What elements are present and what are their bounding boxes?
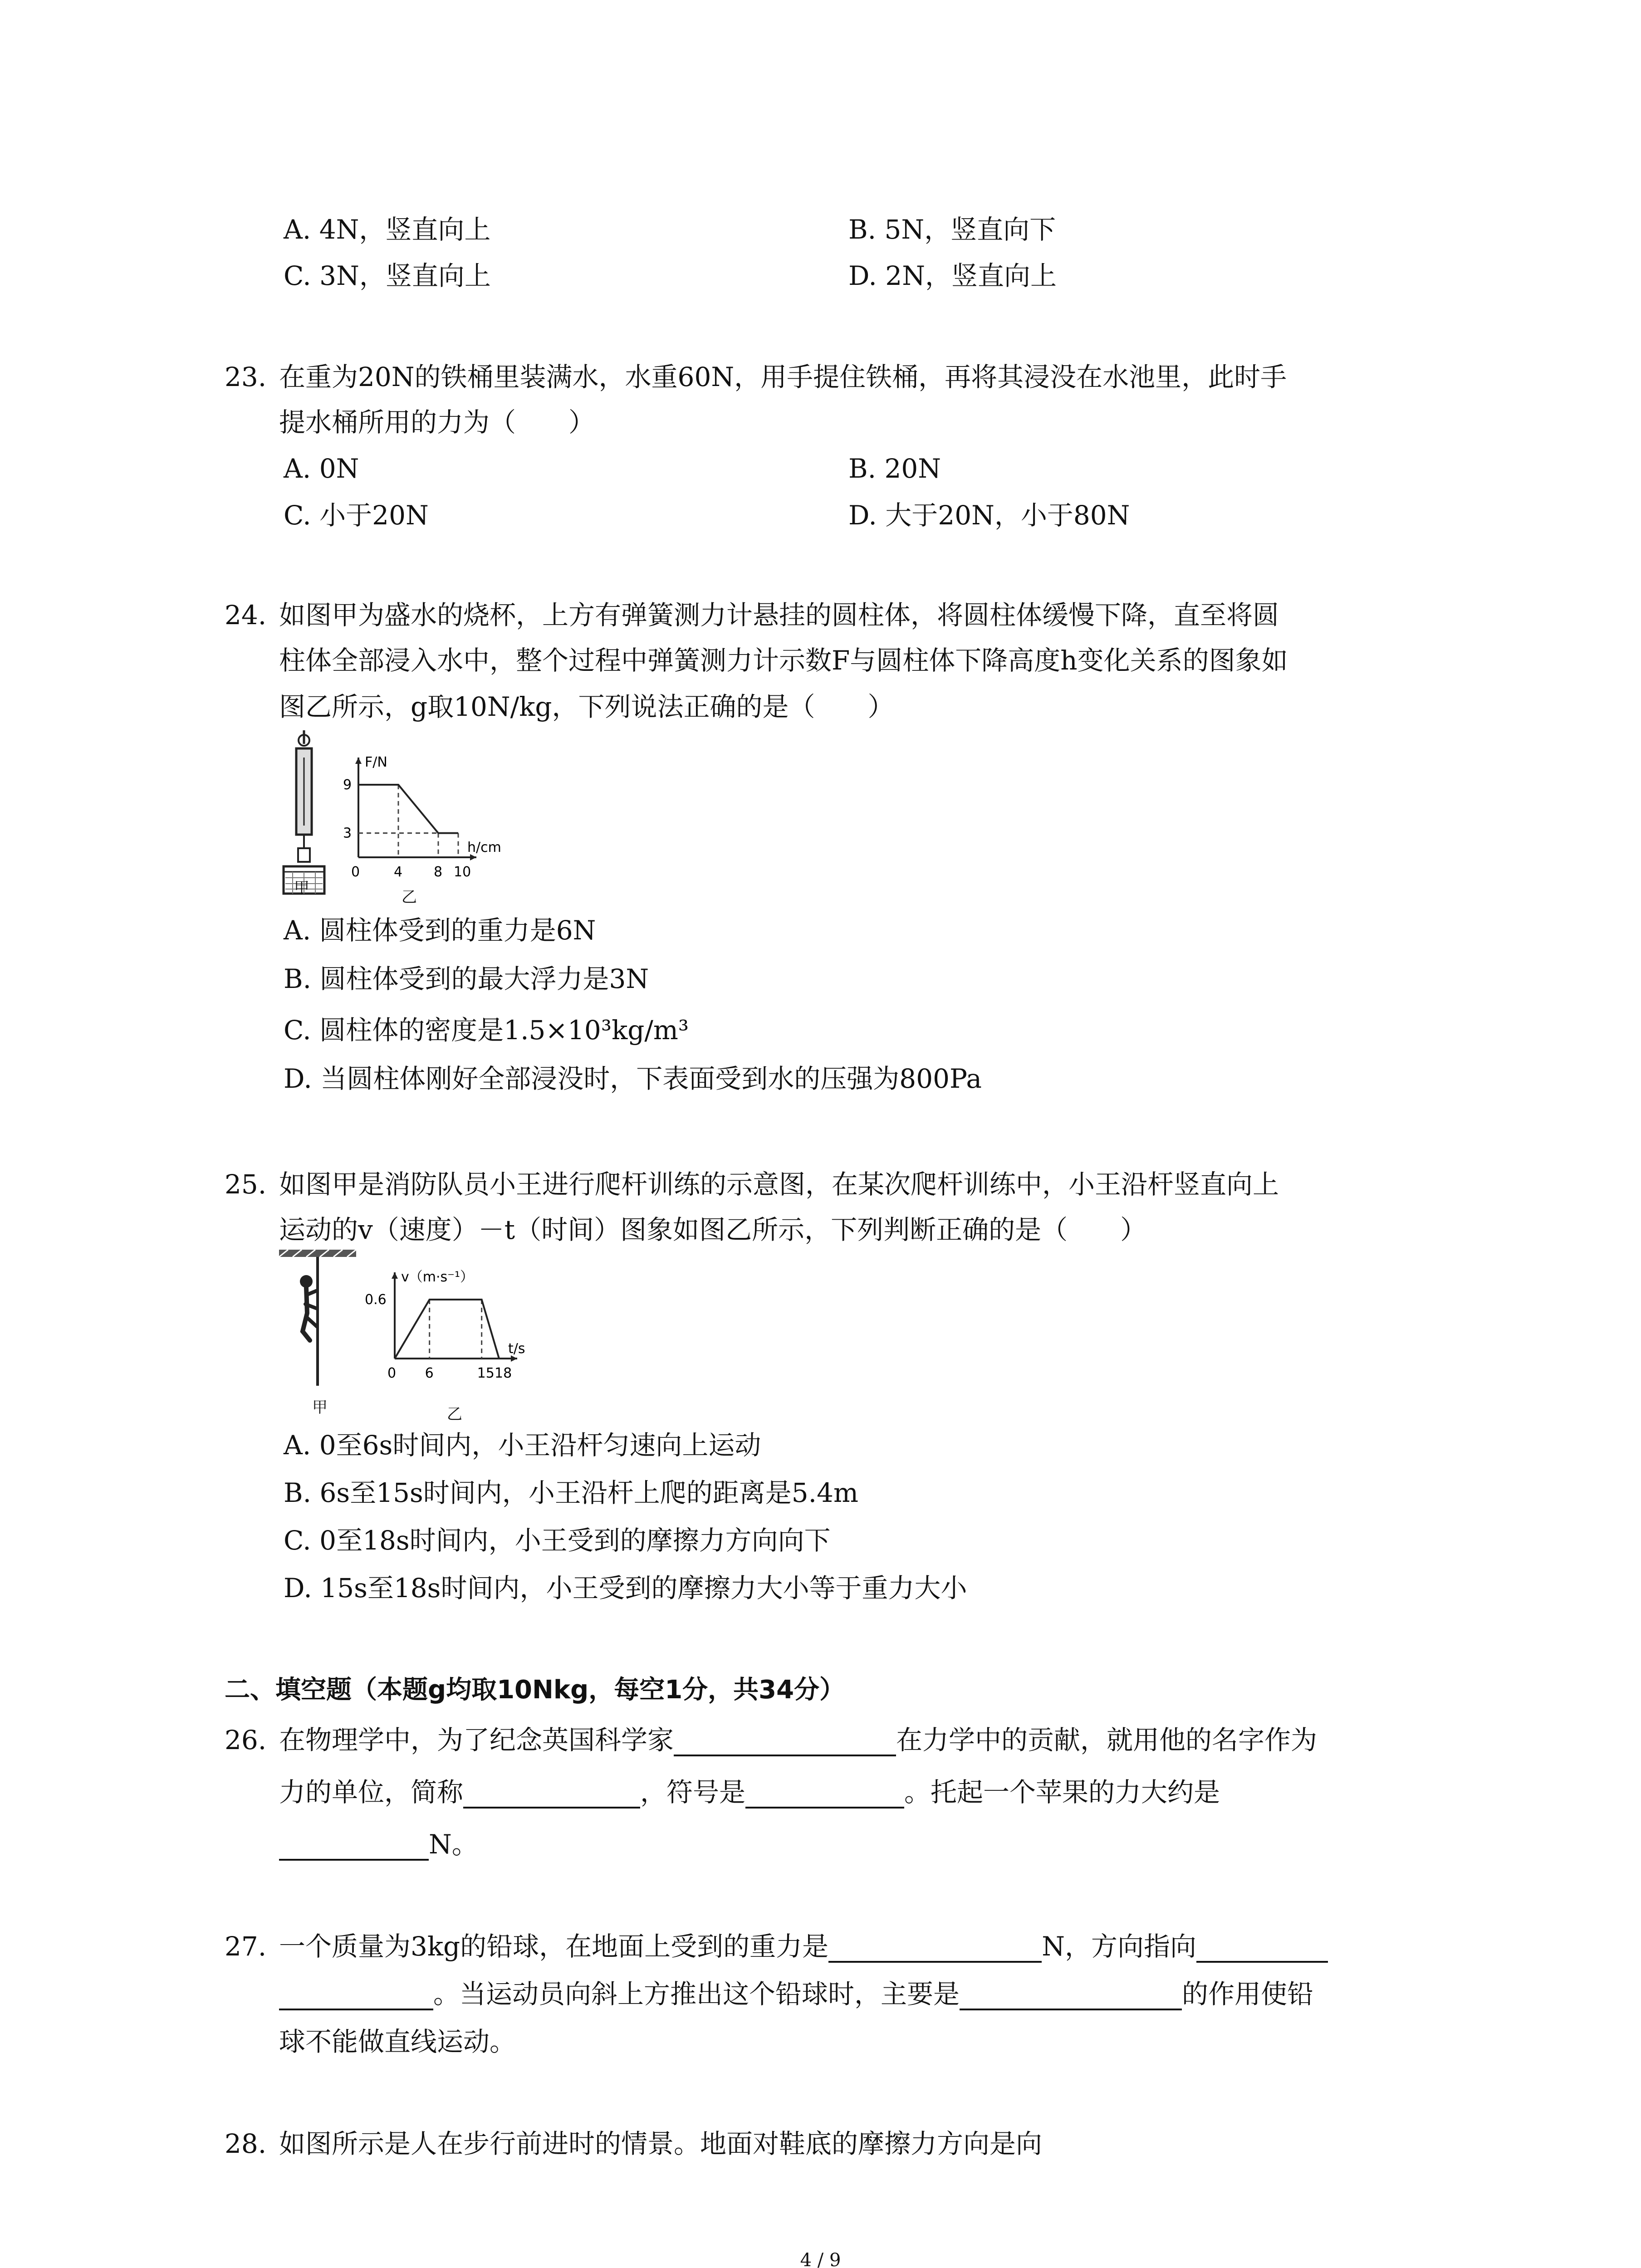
q26-text-3: 力的单位，简称 (279, 1777, 464, 1808)
q27-line1 (279, 1930, 1328, 1963)
q27-blank-3[interactable] (960, 1981, 1182, 2010)
q26-blank-4[interactable] (279, 1832, 429, 1861)
q22-option-c: C. 3N，竖直向上 (284, 260, 491, 291)
q24-figure-jia-label: 甲 (294, 879, 309, 897)
q27-text-4: 的作用使铅 (1182, 1979, 1314, 2009)
x-tick-label: 0 (387, 1365, 397, 1381)
y-axis-arrow (392, 1272, 398, 1279)
q28-number: 28. (225, 2128, 267, 2159)
q26-text-6: N。 (429, 1829, 478, 1860)
y-tick-label: 9 (343, 777, 352, 793)
q25-stem-line2: 运动的v（速度）－t（时间）图象如图乙所示，下列判断正确的是（ ） (279, 1214, 1147, 1245)
q22-option-b: B. 5N，竖直向下 (848, 214, 1056, 245)
x-axis-label: h/cm (467, 840, 501, 855)
q26-text-4: ，符号是 (640, 1777, 746, 1808)
q24-option-d: D. 当圆柱体刚好全部浸没时，下表面受到水的压强为800Pa (284, 1063, 982, 1094)
q26-text-5: 。托起一个苹果的力大约是 (904, 1777, 1220, 1808)
q28-stem-line1: 如图所示是人在步行前进时的情景。地面对鞋底的摩擦力方向是向 (279, 2128, 1043, 2159)
q22-option-d: D. 2N，竖直向上 (848, 260, 1057, 291)
q25-graph-v-t (363, 1250, 563, 1399)
x-tick-label: 6 (425, 1365, 434, 1381)
q24-option-c: C. 圆柱体的密度是1.5×10³kg/m³ (284, 1015, 689, 1046)
q24-stem-line1: 如图甲为盛水的烧杯，上方有弹簧测力计悬挂的圆柱体，将圆柱体缓慢下降，直至将圆 (279, 600, 1279, 631)
q27-number: 27. (225, 1931, 267, 1962)
q24-stem-line3: 图乙所示，g取10N/kg，下列说法正确的是（ ） (279, 691, 894, 722)
x-tick-label: 18 (495, 1365, 512, 1381)
q24-number: 24. (225, 600, 267, 631)
q23-option-c: C. 小于20N (284, 500, 429, 531)
q26-line1 (279, 1724, 1317, 1756)
section-2-heading: 二、填空题（本题g均取10Nkg，每空1分，共34分） (225, 1675, 845, 1705)
q24-graph-f-h (336, 730, 535, 885)
q27-text-3: 。当运动员向斜上方推出这个铅球时，主要是 (433, 1979, 960, 2009)
q25-option-b: B. 6s至15s时间内，小王沿杆上爬的距离是5.4m (284, 1477, 858, 1508)
x-tick-label: 8 (434, 864, 443, 880)
q26-text-2: 在力学中的贡献，就用他的名字作为 (896, 1725, 1318, 1755)
q26-number: 26. (225, 1725, 267, 1755)
q25-figure-jia-label: 甲 (312, 1398, 328, 1417)
q25-number: 25. (225, 1169, 267, 1200)
x-tick-label: 10 (454, 864, 471, 880)
q24-figure-yi-label: 乙 (402, 888, 417, 906)
q23-number: 23. (225, 362, 267, 392)
series-line (395, 1300, 499, 1359)
q27-blank-2a[interactable] (1196, 1934, 1328, 1963)
x-tick-label: 0 (351, 864, 360, 880)
q26-line2 (279, 1776, 1220, 1809)
q27-text-1: 一个质量为3kg的铅球，在地面上受到的重力是 (279, 1931, 829, 1962)
y-axis-label: F/N (365, 754, 387, 770)
q27-line3: 球不能做直线运动。 (279, 2026, 516, 2057)
q23-stem-line1: 在重为20N的铁桶里装满水，水重60N，用手提住铁桶，再将其浸没在水池里，此时手 (279, 362, 1287, 392)
q25-stem-line1: 如图甲是消防队员小王进行爬杆训练的示意图，在某次爬杆训练中，小王沿杆竖直向上 (279, 1169, 1279, 1200)
q26-line3 (279, 1828, 478, 1861)
q24-option-b: B. 圆柱体受到的最大浮力是3N (284, 963, 649, 994)
x-tick-label: 15 (477, 1365, 495, 1381)
q27-blank-2b[interactable] (279, 1981, 433, 2010)
q22-option-a: A. 4N，竖直向上 (284, 214, 491, 245)
q27-blank-1[interactable] (828, 1934, 1042, 1963)
q23-option-b: B. 20N (848, 453, 941, 484)
y-tick-label: 3 (343, 825, 352, 841)
q26-text-1: 在物理学中，为了纪念英国科学家 (279, 1725, 674, 1755)
q25-option-d: D. 15s至18s时间内，小王受到的摩擦力大小等于重力大小 (284, 1573, 967, 1603)
q27-line2 (279, 1978, 1313, 2010)
y-axis-arrow (355, 758, 362, 764)
y-axis-label: v（m·s⁻¹） (401, 1269, 474, 1285)
series-line (358, 785, 458, 833)
x-axis-label: t/s (508, 1341, 525, 1357)
q27-text-2: N，方向指向 (1042, 1931, 1196, 1962)
q23-option-d: D. 大于20N，小于80N (848, 500, 1130, 531)
q26-blank-1[interactable] (674, 1727, 896, 1756)
q25-option-a: A. 0至6s时间内，小王沿杆匀速向上运动 (284, 1430, 761, 1461)
q24-stem-line2: 柱体全部浸入水中，整个过程中弹簧测力计示数F与圆柱体下降高度h变化关系的图象如 (279, 645, 1288, 676)
q26-blank-3[interactable] (745, 1779, 904, 1809)
x-tick-label: 4 (394, 864, 403, 880)
q26-blank-2[interactable] (463, 1779, 640, 1809)
q25-figure-yi-label: 乙 (447, 1405, 462, 1423)
q24-option-a: A. 圆柱体受到的重力是6N (284, 915, 596, 946)
q25-figure-jia (279, 1250, 361, 1390)
y-tick-label: 0.6 (365, 1292, 387, 1308)
page-number: 4 / 9 (800, 2250, 841, 2268)
q25-option-c: C. 0至18s时间内，小王受到的摩擦力方向向下 (284, 1525, 831, 1556)
q23-stem-line2: 提水桶所用的力为（ ） (279, 407, 595, 438)
q23-option-a: A. 0N (284, 453, 359, 484)
